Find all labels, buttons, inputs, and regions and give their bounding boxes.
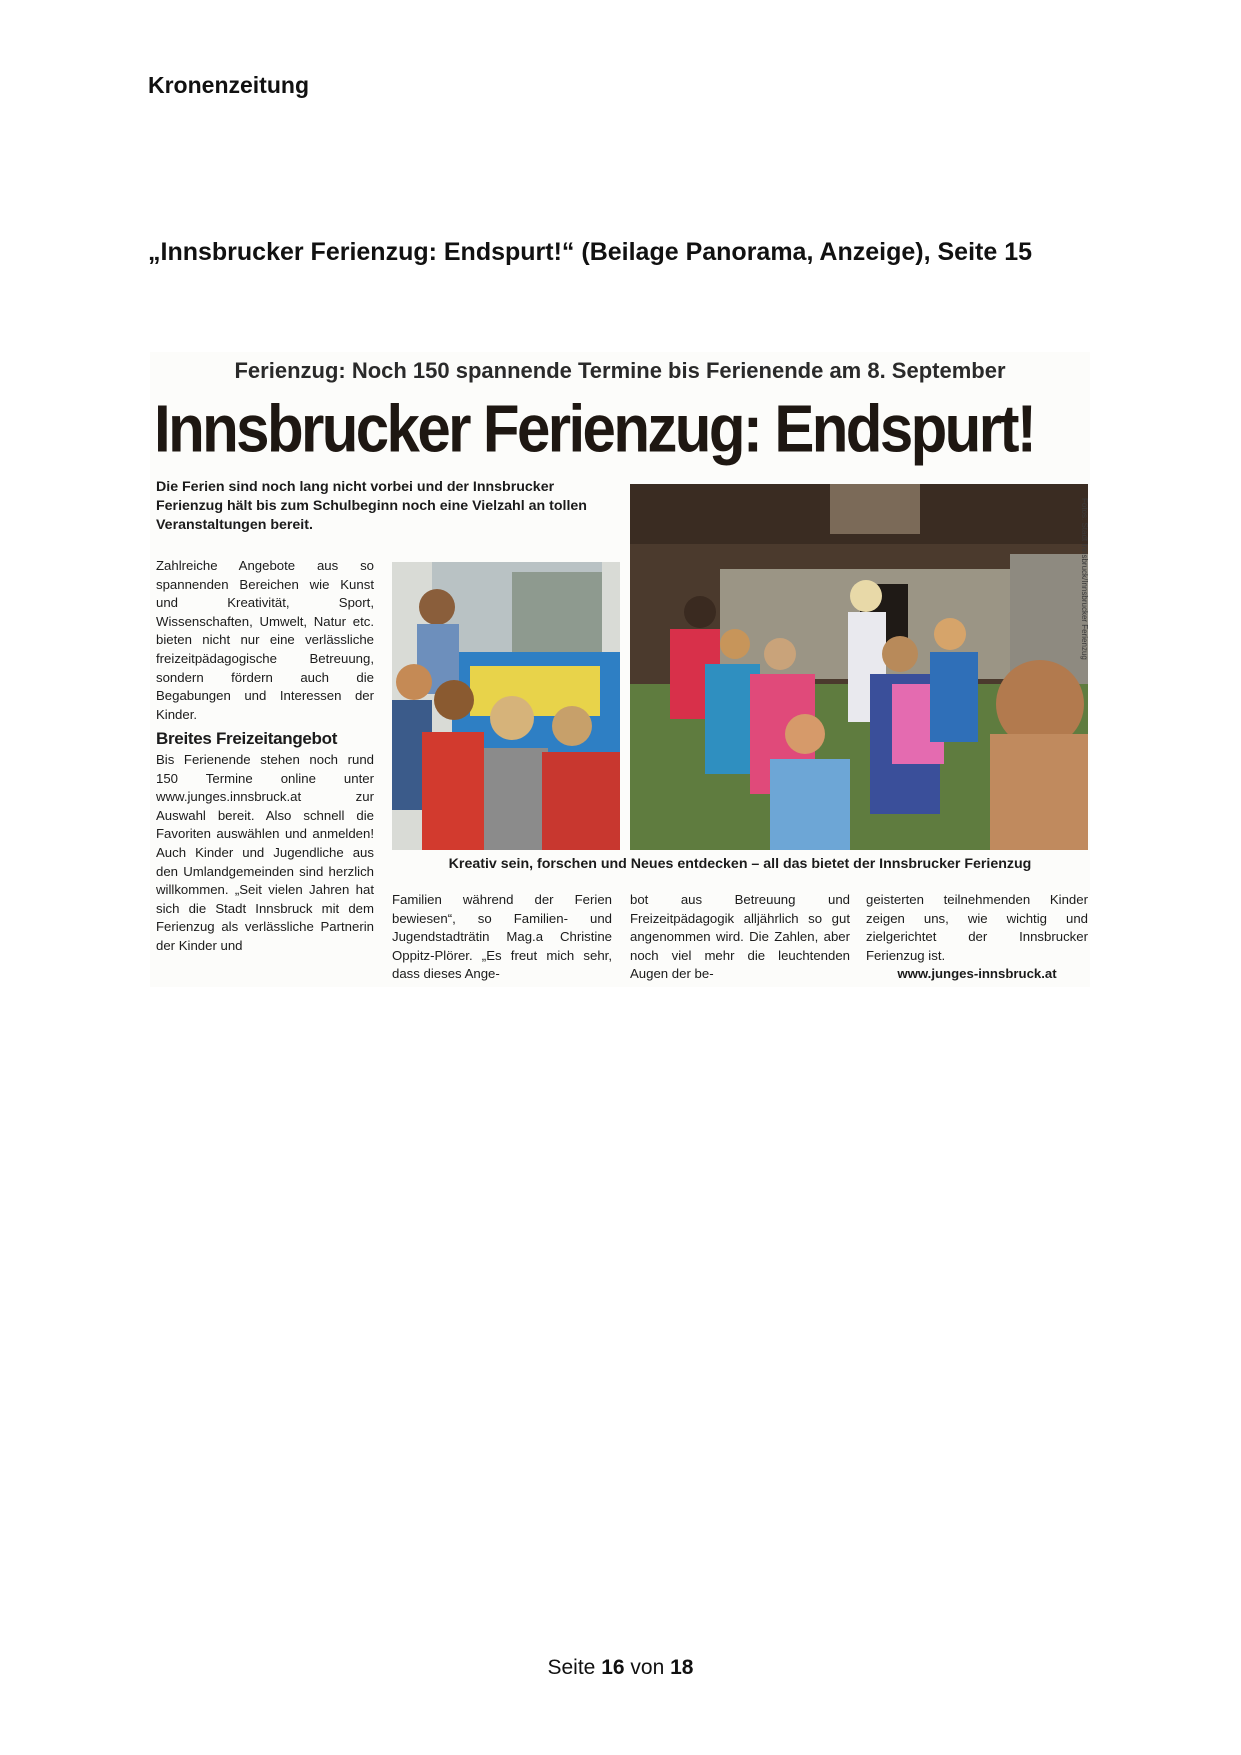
photo-children-exhibit bbox=[392, 562, 620, 850]
article-headline: Innsbrucker Ferienzug: Endspurt! bbox=[154, 391, 1035, 467]
page-total: 18 bbox=[670, 1656, 694, 1679]
article-lead: Die Ferien sind noch lang nicht vorbei und der Innsbrucker Ferienzug hält bis zum Schulbeginn noch eine Vielzahl an tollen Veranstaltungen bereit. bbox=[156, 479, 587, 533]
article-kicker: Ferienzug: Noch 150 spannende Termine bis Ferienende am 8. September bbox=[234, 358, 1006, 383]
column-2-text: Familien während der Ferien bewiesen“, so Familien- und Jugendstadträtin Mag.a Christine Oppitz-Plörer. „Es freut mich sehr, dass dieses Ange- bbox=[392, 892, 612, 982]
article-column-3 bbox=[630, 891, 850, 984]
page-number bbox=[0, 1656, 1241, 1680]
photo-children-farmhouse bbox=[630, 484, 1088, 850]
column-1-paragraph-2: Bis Ferienende stehen noch rund 150 Termine online unter www.junges.innsbruck.at zur Auswahl bereit. Also schnell die Favoriten auswählen und anmelden! Auch Kinder und Jugendliche aus den Umlandgemeinden sind herzlich willkommen. „Seit vielen Jahren hat sich die Stadt Innsbruck mit dem Ferienzug als verlässliche Partnerin der Kinder und bbox=[156, 751, 374, 953]
photo-credit: Fotos: Stadt Innsbruck/Innsbrucker Ferienzug bbox=[1080, 498, 1089, 660]
article-column-2 bbox=[392, 891, 612, 984]
article-subhead: Breites Freizeitangebot bbox=[156, 729, 338, 749]
page-current: 16 bbox=[601, 1656, 625, 1679]
column-4-text: geisterten teilnehmenden Kinder zeigen uns, wie wichtig und zielgerichtet der Innsbrucker Ferienzug ist. bbox=[866, 892, 1088, 963]
column-3-text: bot aus Betreuung und Freizeitpädagogik alljährlich so gut angenommen wird. Die Zahlen, aber noch viel mehr die leuchtenden Augen der be- bbox=[630, 892, 850, 982]
source-name: Kronenzeitung bbox=[148, 72, 309, 98]
document-title: „Innsbrucker Ferienzug: Endspurt!“ (Beilage Panorama, Anzeige), Seite 15 bbox=[148, 238, 1032, 266]
page-separator: von bbox=[630, 1656, 665, 1679]
page-prefix: Seite bbox=[547, 1656, 596, 1679]
article-column-4 bbox=[866, 891, 1088, 984]
article-column-1 bbox=[156, 557, 374, 955]
photo-caption: Kreativ sein, forschen und Neues entdecken – all das bietet der Innsbrucker Ferienzug bbox=[448, 856, 1032, 872]
article-url: www.junges-innsbruck.at bbox=[897, 966, 1057, 982]
newspaper-clipping bbox=[150, 352, 1090, 987]
column-1-paragraph-1: Zahlreiche Angebote aus so spannenden Bereichen wie Kunst und Kreativität, Sport, Wissenschaften, Umwelt, Natur etc. bieten nicht nur eine verlässliche freizeitpädagogische Betreuung, sondern fördern auch die Begabungen und Interessen der Kinder. bbox=[156, 558, 374, 722]
